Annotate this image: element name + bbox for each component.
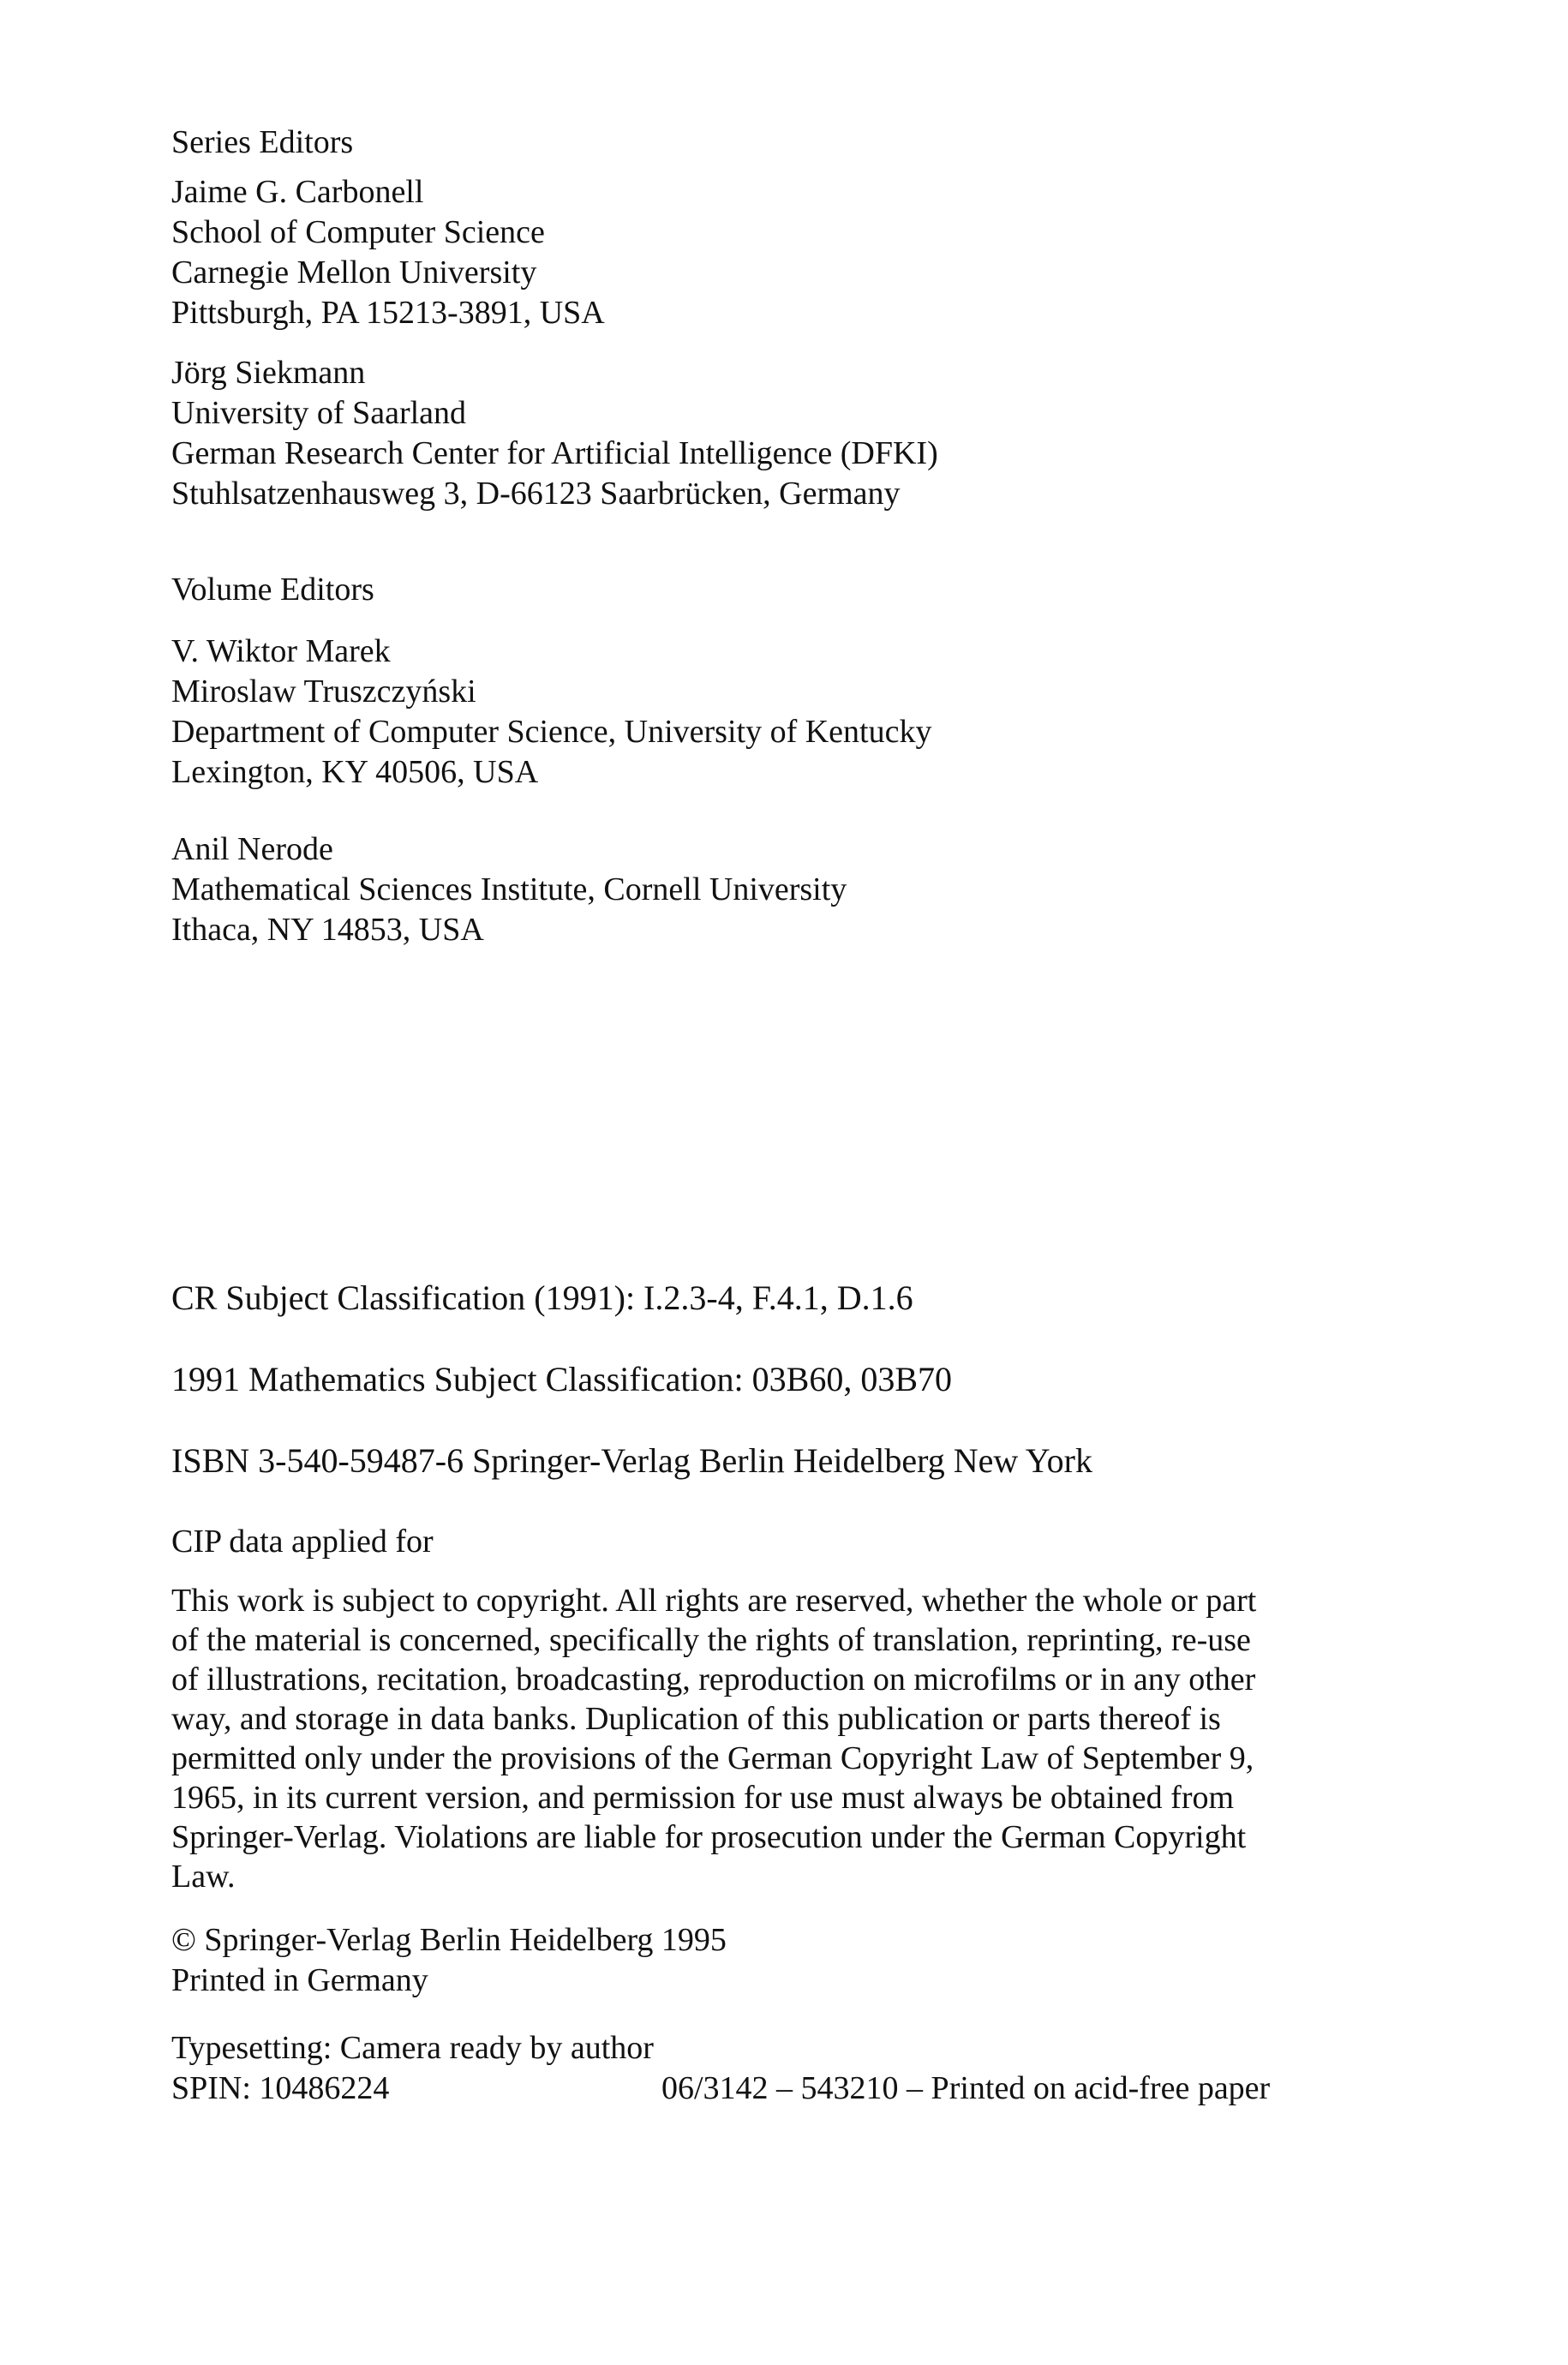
copyright-notice-line: Springer-Verlag. Violations are liable for prosecution under the German Copyright	[171, 1819, 1247, 1855]
isbn: ISBN 3-540-59487-6 Springer-Verlag Berlin Heidelberg New York	[171, 1441, 1092, 1480]
editor-affiliation: Carnegie Mellon University	[171, 254, 537, 290]
copyright-notice-line: 1965, in its current version, and permission for use must always be obtained from	[171, 1780, 1235, 1816]
copyright-holder: © Springer-Verlag Berlin Heidelberg 1995	[171, 1922, 727, 1958]
editor-affiliation: German Research Center for Artificial Intelligence (DFKI)	[171, 435, 938, 471]
copyright-notice-line: Law.	[171, 1859, 236, 1895]
printed-in: Printed in Germany	[171, 1962, 428, 1998]
typesetting-note: Typesetting: Camera ready by author	[171, 2030, 654, 2066]
editor-name: Anil Nerode	[171, 831, 333, 867]
copyright-notice-line: permitted only under the provisions of the German Copyright Law of September 9,	[171, 1740, 1254, 1776]
spin-line	[171, 2069, 1371, 2108]
editor-affiliation: Mathematical Sciences Institute, Cornell University	[171, 871, 847, 907]
spin-code: 06/3142 – 543210 – Printed on acid-free paper	[661, 2070, 1271, 2106]
series-editors-heading: Series Editors	[171, 124, 354, 160]
cip-note: CIP data applied for	[171, 1524, 434, 1560]
editor-name: Miroslaw Truszczyński	[171, 674, 476, 710]
copyright-notice-line: of the material is concerned, specifically the rights of translation, reprinting, re-use	[171, 1622, 1251, 1658]
copyright-notice-line: of illustrations, recitation, broadcasting, reproduction on microfilms or in any other	[171, 1661, 1256, 1697]
editor-address: Lexington, KY 40506, USA	[171, 754, 539, 790]
volume-editors-heading: Volume Editors	[171, 572, 374, 608]
editor-address: Stuhlsatzenhausweg 3, D-66123 Saarbrücken, Germany	[171, 476, 901, 512]
editor-affiliation: School of Computer Science	[171, 214, 545, 250]
editor-name: Jaime G. Carbonell	[171, 174, 424, 210]
editor-address: Ithaca, NY 14853, USA	[171, 912, 484, 948]
editor-name: V. Wiktor Marek	[171, 633, 391, 669]
editor-affiliation: University of Saarland	[171, 395, 467, 431]
spin-number: SPIN: 10486224	[171, 2070, 390, 2106]
editor-affiliation: Department of Computer Science, University of Kentucky	[171, 714, 932, 750]
msc-classification: 1991 Mathematics Subject Classification: 03B60, 03B70	[171, 1360, 953, 1398]
editor-name: Jörg Siekmann	[171, 355, 366, 391]
copyright-notice-line: way, and storage in data banks. Duplication of this publication or parts thereof is	[171, 1701, 1221, 1737]
editor-address: Pittsburgh, PA 15213-3891, USA	[171, 295, 605, 331]
cr-subject-classification: CR Subject Classification (1991): I.2.3-4, F.4.1, D.1.6	[171, 1278, 913, 1317]
copyright-notice-line: This work is subject to copyright. All rights are reserved, whether the whole or part	[171, 1583, 1257, 1619]
